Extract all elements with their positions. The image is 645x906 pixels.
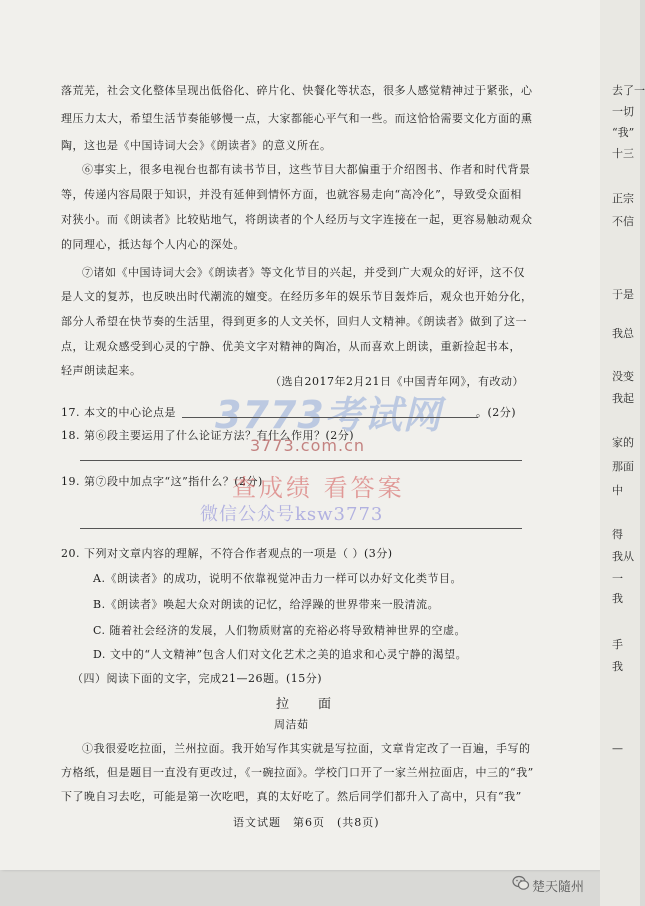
story-line: ①我很爱吃拉面，兰州拉面。我开始写作其实就是写拉面，文章肯定改了一百遍，手写的: [82, 742, 531, 755]
question-20: 20. 下列对文章内容的理解，不符合作者观点的一项是（ ）(3分): [61, 547, 393, 560]
fragment: 手: [612, 638, 623, 651]
story-line: 方格纸，但是题目一直没有更改过，《一碗拉面》。学校门口开了一家兰州拉面店，中三的“我”: [61, 766, 534, 779]
paragraph-line: 点，让观众感受到心灵的宁静、优美文字对精神的陶冶，从而喜欢上朗读，重新捡起书本，: [61, 340, 521, 353]
fragment: 不信: [612, 215, 634, 228]
paragraph-line: 理压力太大，希望生活节奏能够慢一点，大家都能心平气和一些。而这恰恰需要文化方面的熏: [61, 112, 533, 125]
paragraph-line: ⑥事实上，很多电视台也都有读书节目，这些节目大都偏重于介绍图书、作者和时代背景: [82, 163, 531, 176]
fragment: 得: [612, 528, 623, 541]
paragraph-line: 等，传递内容局限于知识，并没有延伸到情怀方面，也就容易走向“高冷化”，导致受众面相: [61, 188, 522, 201]
fragment: 一切: [612, 105, 634, 118]
paragraph-line: 部分人希望在快节奏的生活里，得到更多的人文关怀，回归人文精神。《朗读者》做到了这一: [61, 315, 527, 328]
fragment: 一: [612, 572, 623, 585]
watermark-wechat: 微信公众号ksw3773: [200, 504, 384, 525]
fragment: 去了一: [612, 84, 645, 97]
paragraph-line: 轻声朗读起来。: [61, 364, 142, 377]
fragment: 我: [612, 592, 623, 605]
fragment: —: [612, 742, 623, 755]
fragment: 我起: [612, 392, 634, 405]
fragment: 我总: [612, 327, 634, 340]
fragment: 家的: [612, 436, 634, 449]
option-b: B.《朗读者》唤起大众对朗读的记忆，给浮躁的世界带来一股清流。: [93, 598, 440, 611]
wechat-logo-icon: [512, 874, 530, 892]
question-17-score: 。(2分): [476, 406, 517, 419]
paragraph-line: 陶，这也是《中国诗词大会》《朗读者》的意义所在。: [61, 139, 332, 152]
fragment: 中: [612, 484, 623, 497]
paragraph-line: 落荒芜，社会文化整体呈现出低俗化、碎片化、快餐化等状态，很多人感觉精神过于紧张，心: [61, 84, 533, 97]
question-18: 18. 第⑥段主要运用了什么论证方法？有什么作用？(2分): [61, 429, 355, 442]
fragment: 那面: [612, 460, 634, 473]
question-17: 17. 本文的中心论点是: [61, 406, 176, 419]
option-a: A.《朗读者》的成功，说明不依靠视觉冲击力一样可以办好文化类节目。: [93, 572, 462, 585]
account-logo-text: 楚天隨州: [532, 880, 585, 895]
paragraph-line: 的同理心，抵达每个人内心的深处。: [61, 238, 245, 251]
question-19: 19. 第⑦段中加点字“这”指什么？(2分): [61, 475, 263, 488]
option-c: C. 随着社会经济的发展，人们物质财富的充裕必将导致精神世界的空虚。: [93, 624, 467, 637]
fragment: 十三: [612, 147, 634, 160]
source-citation: （选自2017年2月21日《中国青年网》，有改动）: [270, 375, 524, 388]
fragment: 没变: [612, 370, 634, 383]
fragment: 正宗: [612, 192, 634, 205]
page-footer: 语文试题 第6页 (共8页): [233, 816, 380, 829]
fragment: 于是: [612, 288, 634, 301]
watermark-domain: 3773.com.cn: [250, 436, 365, 455]
story-author: 周洁茹: [274, 718, 309, 731]
story-line: 下了晚自习去吃，可能是第一次吃吧，真的太好吃了。然后同学们都升入了高中，只有“我”: [61, 790, 522, 803]
answer-line-18[interactable]: [80, 460, 522, 461]
answer-line-17[interactable]: [182, 417, 478, 418]
answer-line-19[interactable]: [80, 528, 522, 529]
section-heading: （四）阅读下面的文字，完成21—26题。(15分): [72, 672, 323, 685]
fragment: 我从: [612, 550, 634, 563]
fragment: 我: [612, 660, 623, 673]
paragraph-line: 对狭小。而《朗读者》比较贴地气，将朗读者的个人经历与文字连接在一起，更容易触动观众: [61, 213, 533, 226]
story-title: 拉 面: [276, 697, 340, 712]
paragraph-line: 是人文的复苏，也反映出时代潮流的嬗变。在经历多年的娱乐节目轰炸后，观众也开始分化，: [61, 290, 533, 303]
adjacent-page-strip: [600, 0, 645, 906]
option-d: D. 文中的“人文精神”包含人们对文化艺术之美的追求和心灵宁静的渴望。: [93, 648, 468, 661]
fragment: “我”: [612, 126, 635, 139]
watermark-site: 3773考试网: [215, 393, 442, 437]
watermark-slogan: 查成绩 看答案: [232, 474, 405, 502]
paragraph-line: ⑦诸如《中国诗词大会》《朗读者》等文化节目的兴起，并受到广大观众的好评，这不仅: [82, 266, 525, 279]
